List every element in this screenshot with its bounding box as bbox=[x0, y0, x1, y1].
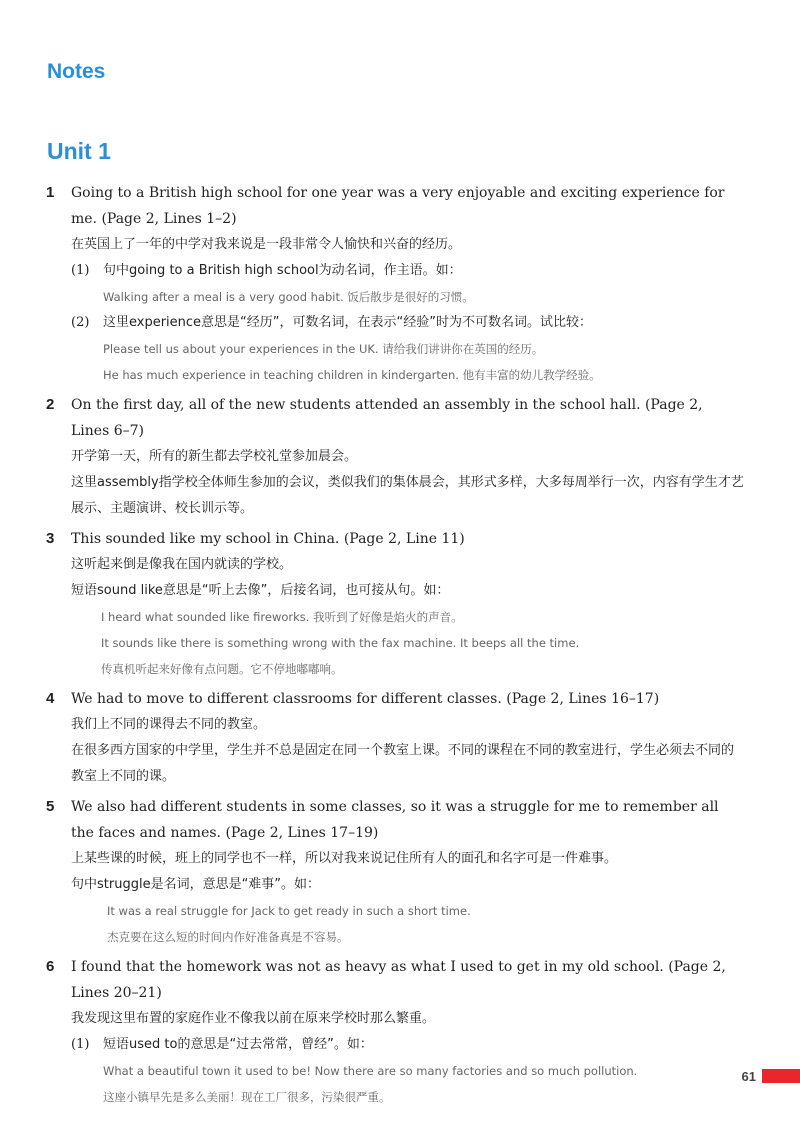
note-subpoint bbox=[71, 1032, 744, 1058]
notes-list bbox=[0, 180, 800, 1114]
example-sentence: Walking after a meal is a very good habit. 饭后散步是很好的习惯。 bbox=[103, 290, 474, 304]
note-chinese-translation: 我发现这里布置的家庭作业不像我以前在原来学校时那么繁重。 bbox=[71, 1011, 436, 1026]
page-accent-bar bbox=[762, 1069, 800, 1083]
subpoint-number: (1) bbox=[71, 263, 90, 278]
example-sentence: It was a real struggle for Jack to get ready in such a short time. bbox=[107, 904, 471, 918]
note-subpoint bbox=[71, 258, 744, 284]
note-english-sentence: On the first day, all of the new students attended an assembly in the school hall. (Page 2, Lines 6–7) bbox=[71, 397, 703, 439]
note-chinese-translation: 上某些课的时候，班上的同学也不一样，所以对我来说记住所有人的面孔和名字可是一件难事。 bbox=[71, 851, 618, 866]
note-english-sentence: Going to a British high school for one year was a very enjoyable and exciting experience for me. (Page 2, Lines 1–2) bbox=[71, 185, 725, 227]
example-sentence: 杰克要在这么短的时间内作好准备真是不容易。 bbox=[107, 930, 349, 944]
note-subpoint bbox=[71, 310, 744, 336]
note-english-sentence: I found that the homework was not as heavy as what I used to get in my old school. (Page 2, Lines 20–21) bbox=[71, 959, 726, 1001]
note-english-sentence: We had to move to different classrooms for different classes. (Page 2, Lines 16–17) bbox=[71, 691, 660, 707]
note-item bbox=[0, 686, 800, 790]
note-chinese-translation: 这听起来倒是像我在国内就读的学校。 bbox=[71, 557, 293, 572]
note-number: 5 bbox=[46, 798, 55, 815]
unit-title: Unit 1 bbox=[47, 138, 111, 164]
note-number: 4 bbox=[46, 690, 55, 707]
page-number: 61 bbox=[741, 1068, 756, 1084]
example-sentence: 传真机听起来好像有点问题。它不停地嘟嘟响。 bbox=[101, 662, 343, 676]
note-number: 6 bbox=[46, 958, 55, 975]
note-number: 1 bbox=[46, 184, 55, 201]
note-explanation: 短语sound like意思是“听上去像”，后接名词，也可接从句。如： bbox=[71, 583, 450, 598]
subpoint-explanation: 短语used to的意思是“过去常常，曾经”。如： bbox=[103, 1037, 373, 1052]
note-item bbox=[0, 180, 800, 388]
example-sentence: Please tell us about your experiences in the UK. 请给我们讲讲你在英国的经历。 bbox=[103, 342, 544, 356]
subpoint-explanation: 句中going to a British high school为动名词，作主语。如： bbox=[103, 263, 462, 278]
example-sentence: I heard what sounded like fireworks. 我听到了好像是焰火的声音。 bbox=[101, 610, 463, 624]
note-item bbox=[0, 794, 800, 950]
note-item bbox=[0, 392, 800, 522]
note-chinese-translation: 我们上不同的课得去不同的教室。 bbox=[71, 717, 267, 732]
note-number: 3 bbox=[46, 530, 55, 547]
note-item bbox=[0, 954, 800, 1110]
note-english-sentence: This sounded like my school in China. (Page 2, Line 11) bbox=[71, 531, 465, 547]
note-chinese-translation: 开学第一天，所有的新生都去学校礼堂参加晨会。 bbox=[71, 449, 358, 464]
example-sentence: What a beautiful town it used to be! Now there are so many factories and so much pollution. bbox=[103, 1064, 638, 1078]
note-explanation: 句中struggle是名词，意思是“难事”。如： bbox=[71, 877, 321, 892]
note-number: 2 bbox=[46, 396, 55, 413]
note-chinese-translation: 在英国上了一年的中学对我来说是一段非常令人愉快和兴奋的经历。 bbox=[71, 237, 462, 252]
note-english-sentence: We also had different students in some classes, so it was a struggle for me to remember all the faces and names. (Page 2, Lines 17–19) bbox=[71, 799, 719, 841]
subpoint-explanation: 这里experience意思是“经历”，可数名词，在表示“经验”时为不可数名词。试比较： bbox=[103, 315, 592, 330]
subpoint-number: (2) bbox=[71, 315, 90, 330]
note-explanation: 在很多西方国家的中学里，学生并不总是固定在同一个教室上课。不同的课程在不同的教室进行，学生必须去不同的教室上不同的课。 bbox=[71, 743, 735, 784]
example-sentence: It sounds like there is something wrong with the fax machine. It beeps all the time. bbox=[101, 636, 580, 650]
subpoint-number: (1) bbox=[71, 1037, 90, 1052]
section-title: Notes bbox=[47, 60, 106, 83]
note-explanation: 这里assembly指学校全体师生参加的会议，类似我们的集体晨会，其形式多样，大多每周举行一次，内容有学生才艺展示、主题演讲、校长训示等。 bbox=[71, 475, 744, 516]
page-footer bbox=[742, 1066, 800, 1086]
note-item bbox=[0, 526, 800, 682]
example-sentence: 这座小镇早先是多么美丽！现在工厂很多，污染很严重。 bbox=[103, 1090, 391, 1104]
example-sentence: He has much experience in teaching children in kindergarten. 他有丰富的幼儿教学经验。 bbox=[103, 368, 601, 382]
